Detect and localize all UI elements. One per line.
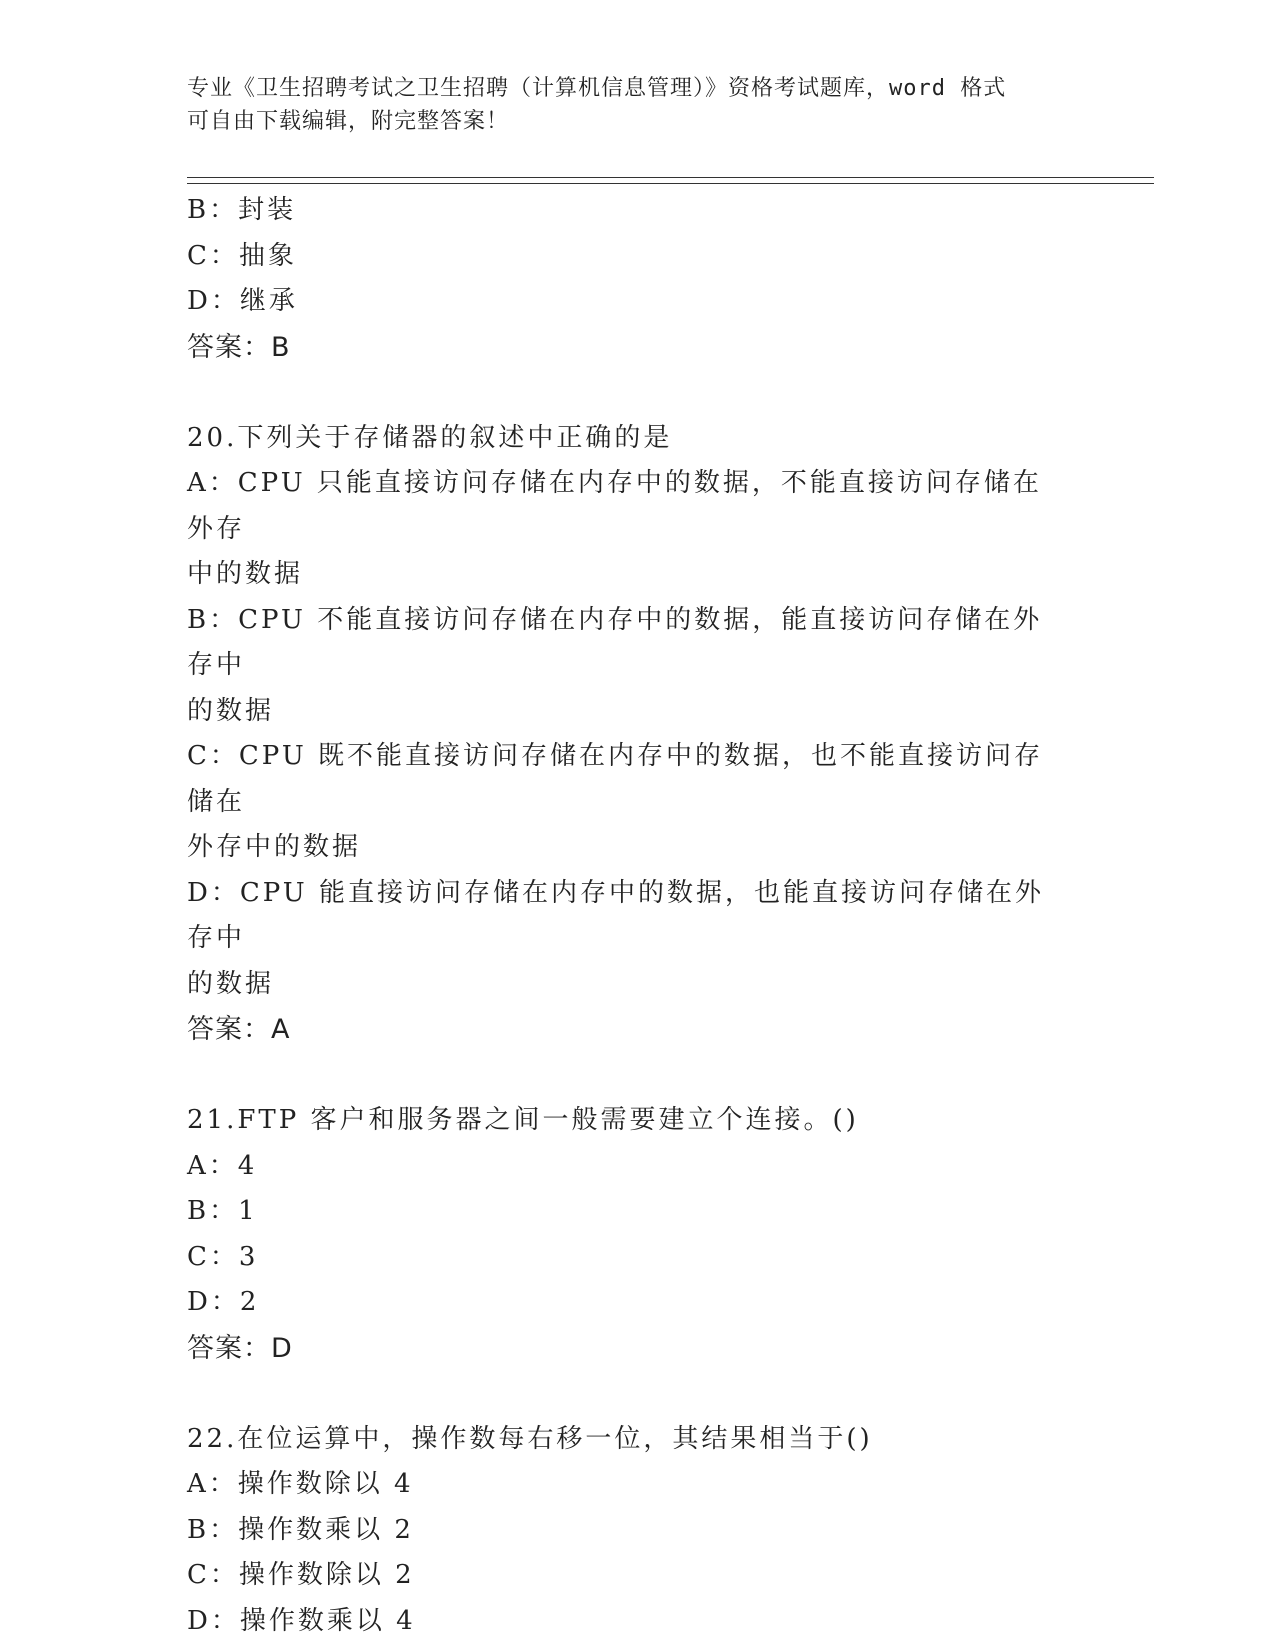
q22-option-d: D：操作数乘以 4 (187, 1605, 416, 1636)
q20-stem: 20.下列关于存储器的叙述中正确的是 (187, 422, 673, 453)
question-20 (187, 416, 1067, 1053)
q22-stem: 22.在位运算中，操作数每右移一位，其结果相当于() (187, 1423, 873, 1454)
q21-option-c: C：3 (187, 1241, 259, 1272)
q20-answer: 答案：A (187, 1014, 291, 1045)
spacer (187, 1053, 1067, 1099)
q21-option-b: B：1 (187, 1196, 258, 1226)
q19-option-d: D：继承 (187, 286, 298, 316)
q21-stem: 21.FTP 客户和服务器之间一般需要建立个连接。() (187, 1105, 859, 1135)
spacer (187, 370, 1067, 416)
q21-option-a: A：4 (187, 1150, 258, 1181)
spacer (187, 1371, 1067, 1417)
q19-answer: 答案：B (187, 331, 291, 363)
q20-option-d-line2: 的数据 (187, 968, 275, 999)
question-22 (187, 1417, 1067, 1645)
document-header (187, 72, 1087, 138)
q19-option-b: B：封装 (187, 195, 297, 225)
question-21 (187, 1098, 1067, 1371)
q20-option-d-line1: D：CPU 能直接访问存储在内存中的数据，也能直接访问存储在外存中 (187, 877, 1044, 953)
question-content (187, 188, 1067, 1644)
q20-option-c-line2: 外存中的数据 (187, 832, 362, 862)
question-19-tail (187, 188, 1067, 370)
q20-option-c-line1: C：CPU 既不能直接访问存储在内存中的数据，也不能直接访问存储在 (187, 741, 1044, 817)
q20-option-a-line1: A：CPU 只能直接访问存储在内存中的数据，不能直接访问存储在外存 (187, 468, 1042, 544)
q22-option-a: A：操作数除以 4 (187, 1469, 414, 1499)
header-divider-bottom (187, 183, 1154, 184)
q20-option-b-line1: B：CPU 不能直接访问存储在内存中的数据，能直接访问存储在外存中 (187, 604, 1043, 680)
q20-option-b-line2: 的数据 (187, 695, 275, 726)
q22-option-b: B：操作数乘以 2 (187, 1514, 414, 1545)
header-line-1: 专业《卫生招聘考试之卫生招聘（计算机信息管理）》资格考试题库，word 格式 (187, 76, 1007, 101)
q21-option-d: D：2 (187, 1287, 260, 1317)
q20-option-a-line2: 中的数据 (187, 559, 304, 589)
header-line-2: 可自由下载编辑，附完整答案！ (187, 109, 510, 134)
q22-option-c: C：操作数除以 2 (187, 1560, 415, 1590)
q21-answer: 答案：D (187, 1332, 293, 1364)
q19-option-c: C：抽象 (187, 240, 297, 271)
header-divider-top (187, 177, 1154, 178)
